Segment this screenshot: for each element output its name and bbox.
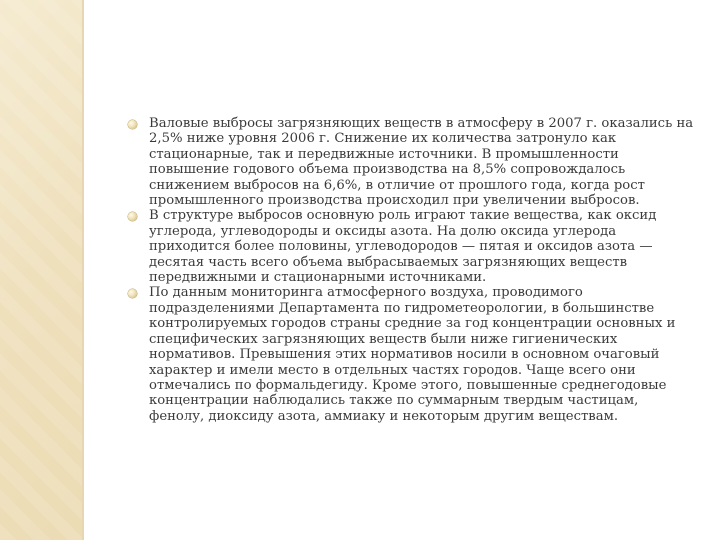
- bullet-item-1: [128, 116, 696, 208]
- bullet-list: [128, 116, 696, 424]
- bullet-icon: [128, 212, 137, 221]
- bullet-icon: [128, 289, 137, 298]
- side-divider: [82, 0, 84, 540]
- bullet-text-3: По данным мониторинга атмосферного воздуха, проводимого подразделениями Департамента по гидрометеорологии, в большинстве контролируемых городов страны средние за год концентрации основных и специфических загрязняющих веществ были ниже гигиенических нормативов. Превышения этих нормативов носили в основном очаговый характер и имели место в отдельных частях городов. Чаще всего они отмечались по формальдегиду. Кроме этого, повышенные среднегодовые концентрации наблюдались также по суммарным твердым частицам, фенолу, диоксиду азота, аммиаку и некоторым другим веществам.: [149, 285, 676, 424]
- bullet-text-1: Валовые выбросы загрязняющих веществ в атмосферу в 2007 г. оказались на 2,5% ниже уровня 2006 г. Снижение их количества затронуло как стационарные, так и передвижные источники. В промышленности повышение годового объема производства на 8,5% сопровождалось снижением выбросов на 6,6%, в отличие от прошлого года, когда рост промышленного производства происходил при увеличении выбросов.: [149, 116, 694, 209]
- slide-content: [128, 116, 696, 424]
- bullet-icon: [128, 120, 137, 129]
- bullet-item-2: [128, 208, 696, 285]
- decorative-side-band: [0, 0, 82, 540]
- bullet-item-3: [128, 285, 696, 424]
- bullet-text-2: В структуре выбросов основную роль играют такие вещества, как оксид углерода, углеводороды и оксиды азота. На долю оксида углерода приходится более половины, углеводородов — пятая и оксидов азота — десятая часть всего объема выбрасываемых загрязняющих веществ передвижными и стационарными источниками.: [149, 208, 657, 286]
